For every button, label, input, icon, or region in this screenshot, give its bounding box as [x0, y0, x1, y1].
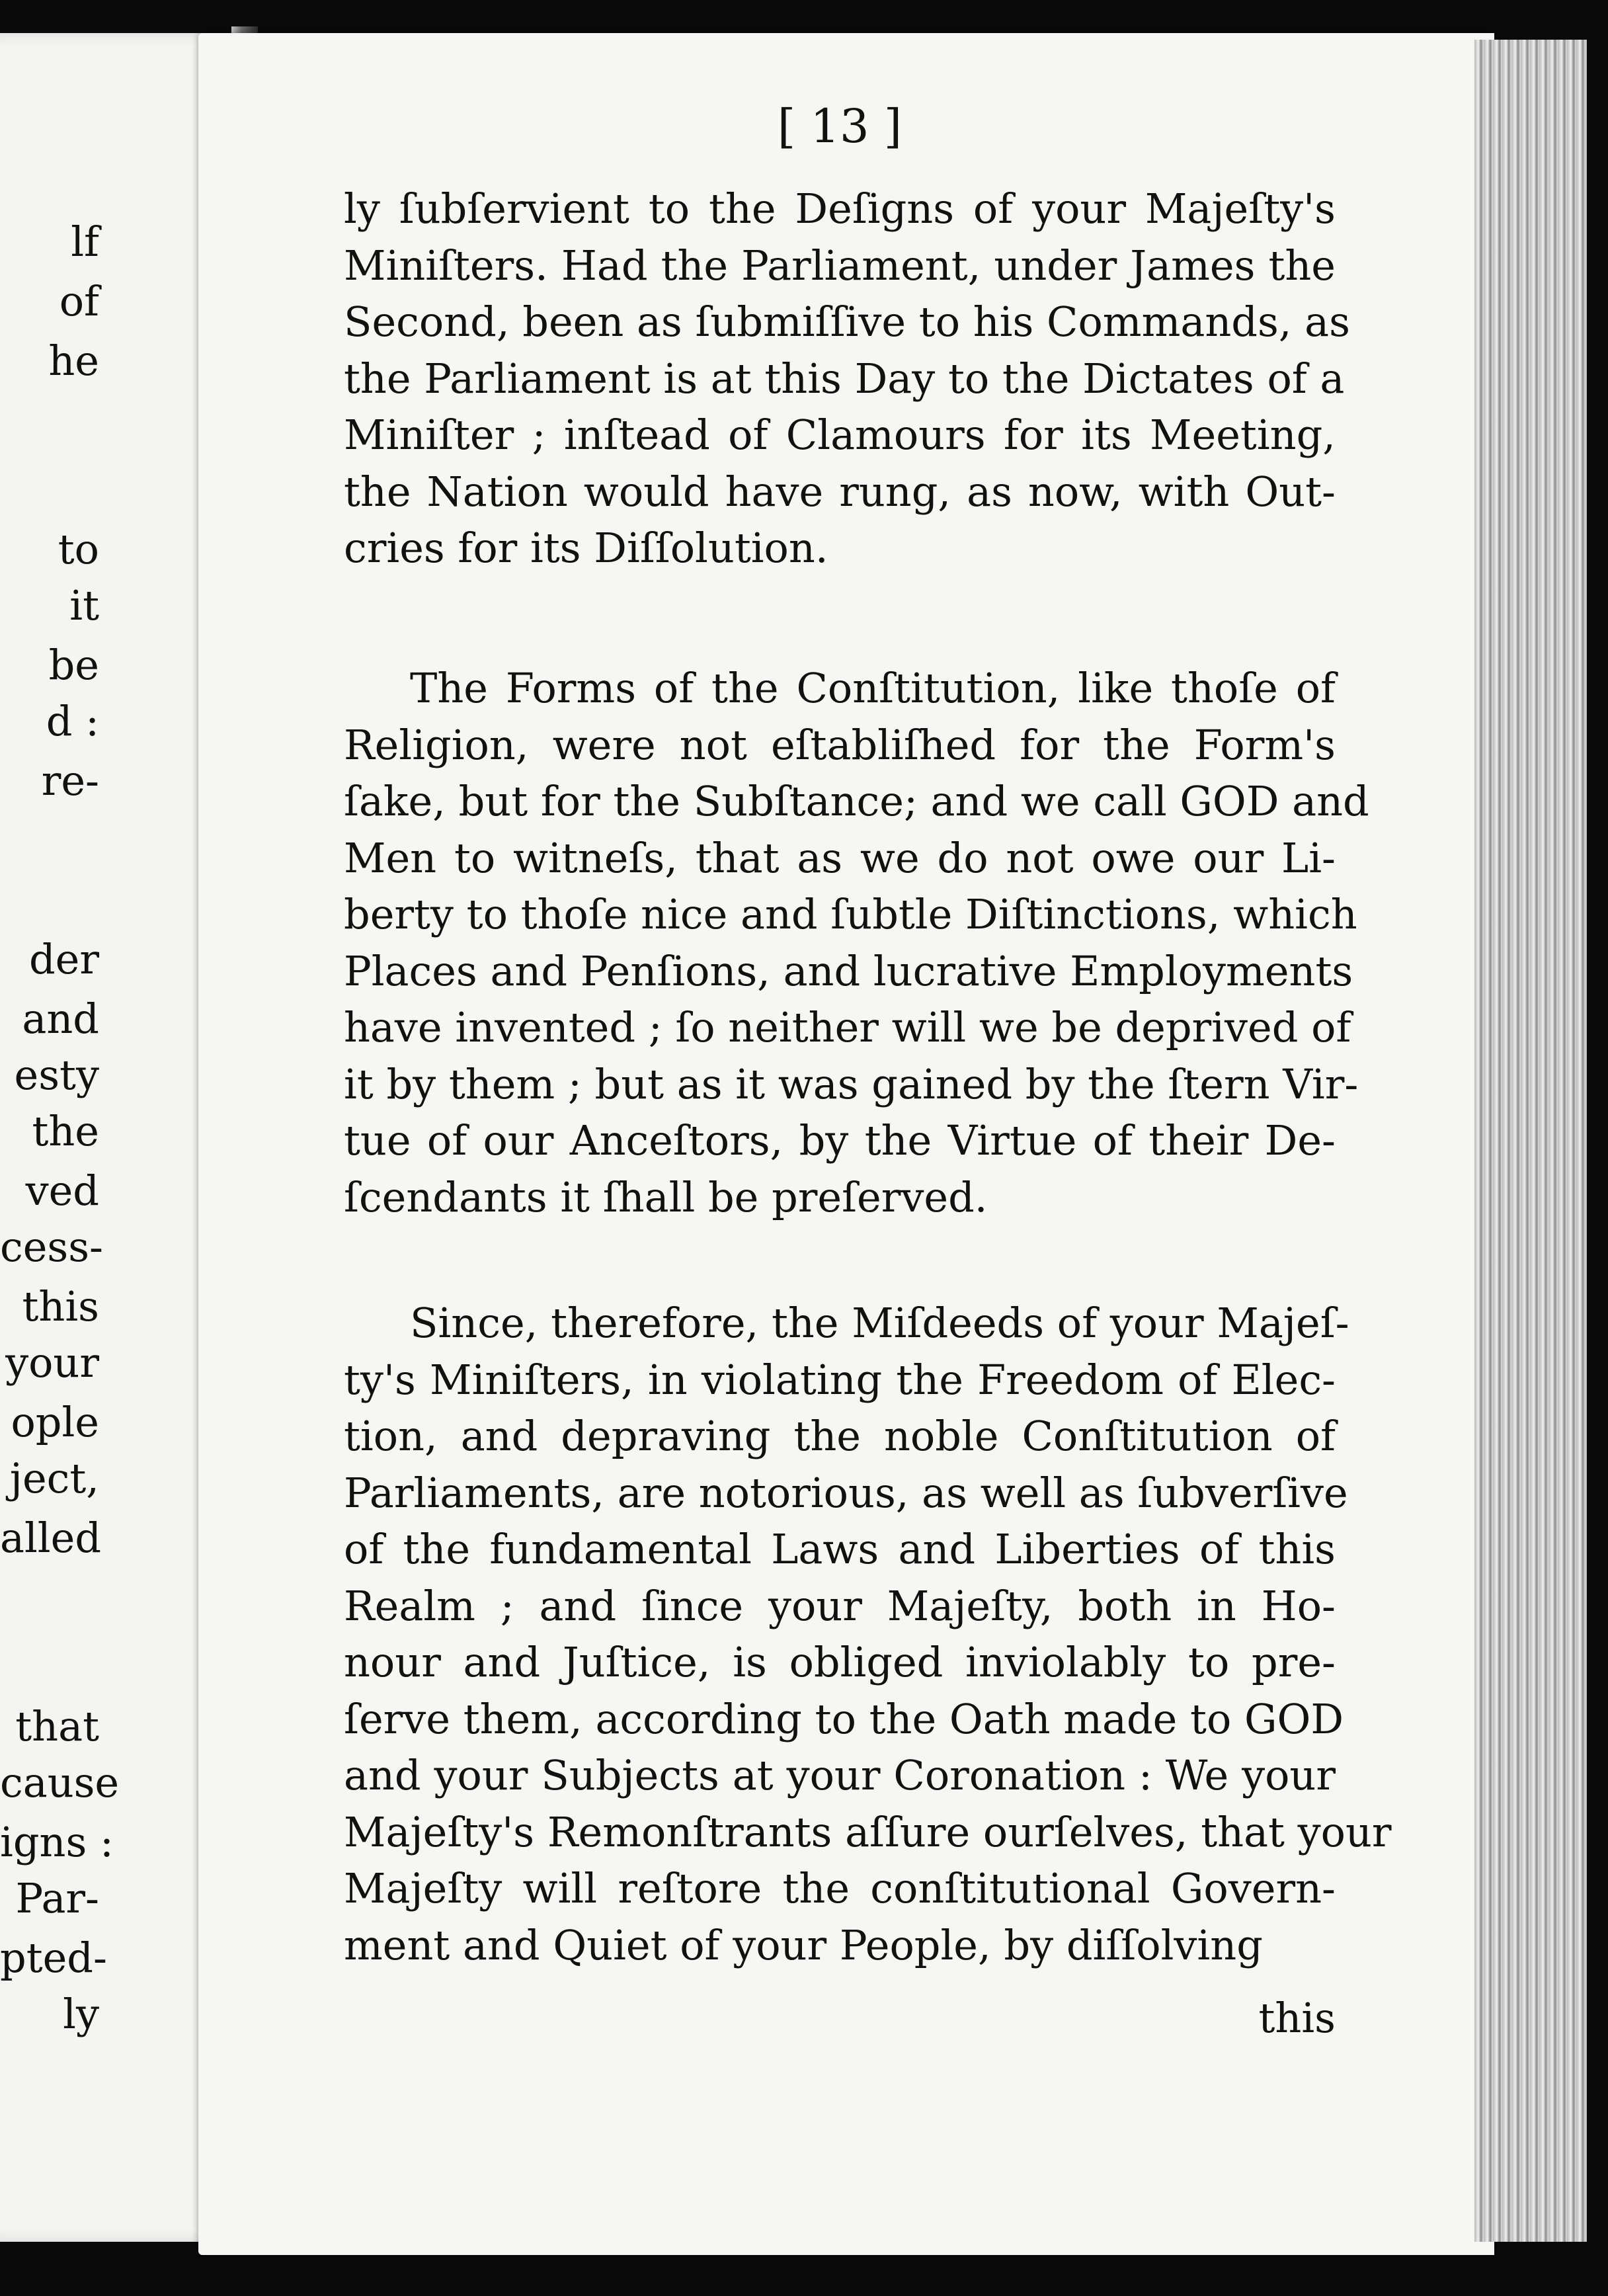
left-page-fragment: pted-	[0, 1934, 107, 1982]
catchword: this	[1258, 1994, 1336, 2042]
text-line: tion, and depraving the noble Conſtitution of	[344, 1412, 1336, 1460]
text-line: Majeſty's Remonſtrants aſſure ourſelves, that your	[344, 1808, 1392, 1856]
text-line: have invented ; ſo neither will we be deprived of	[344, 1003, 1351, 1051]
text-line: of the fundamental Laws and Liberties of this	[344, 1525, 1336, 1573]
left-page-fragment: your	[5, 1338, 99, 1387]
text-line: Miniſter ; inſtead of Clamours for its Meeting,	[344, 411, 1336, 459]
text-line: the Nation would have rung, as now, with Out-	[344, 468, 1336, 516]
text-line: tue of our Anceſtors, by the Virtue of their De-	[344, 1116, 1336, 1165]
text-line: Places and Penſions, and lucrative Employments	[344, 947, 1353, 995]
left-page-fragment: Par-	[15, 1874, 99, 1922]
text-line: cries for its Diſſolution.	[344, 524, 828, 572]
left-page-fragment: that	[15, 1702, 99, 1750]
text-line: Religion, were not eſtabliſhed for the Form's	[344, 721, 1336, 769]
left-page-fragment: ject,	[9, 1454, 99, 1502]
page-edges	[1474, 40, 1587, 2242]
left-page-fragment: alled	[0, 1514, 102, 1562]
text-line: Since, therefore, the Miſdeeds of your Majeſ-	[410, 1299, 1349, 1347]
left-page-fragment: be	[48, 641, 99, 689]
text-line: Realm ; and ſince your Majeſty, both in Ho-	[344, 1582, 1336, 1630]
text-line: ty's Miniſters, in violating the Freedom of Elec-	[344, 1356, 1336, 1404]
left-page-fragment: cause	[0, 1758, 120, 1807]
page-number-header: [ 13 ]	[777, 99, 903, 153]
left-page-fragment: esty	[14, 1051, 99, 1099]
left-page-fragment: and	[22, 995, 99, 1043]
text-line: Men to witneſs, that as we do not owe our Li-	[344, 834, 1336, 882]
left-page-fragment: igns :	[0, 1818, 114, 1866]
text-line: Parliaments, are notorious, as well as ſubverſive	[344, 1469, 1348, 1517]
text-line: and your Subjects at your Coronation : We your	[344, 1751, 1336, 1799]
text-line: ſake, but for the Subſtance; and we call GOD and	[344, 777, 1369, 825]
text-line: ſerve them, according to the Oath made to GOD	[344, 1695, 1344, 1743]
left-page-fragment: der	[28, 935, 99, 983]
text-line: The Forms of the Conſtitution, like thoſe of	[410, 664, 1336, 712]
left-page-fragment: ople	[11, 1398, 99, 1446]
left-page-fragment: cess-	[0, 1223, 103, 1271]
text-line: the Parliament is at this Day to the Dictates of a	[344, 354, 1345, 403]
left-page-fragment: he	[48, 337, 99, 385]
left-page-fragment: this	[22, 1282, 99, 1331]
left-page-fragment: the	[32, 1107, 99, 1155]
text-line: Miniſters. Had the Parliament, under James the	[344, 241, 1336, 290]
left-page-fragment: ly	[63, 1990, 99, 2038]
left-page-fragment: it	[69, 581, 99, 630]
text-line: berty to thoſe nice and ſubtle Diſtinctions, which	[344, 890, 1357, 938]
text-line: Majeſty will reſtore the conſtitutional Govern-	[344, 1864, 1336, 1912]
left-page-fragment: of	[59, 277, 99, 325]
left-page-fragment: to	[58, 525, 99, 573]
text-line: ſcendants it ſhall be preſerved.	[344, 1173, 988, 1221]
left-page-fragment: d :	[46, 697, 99, 745]
text-line: ly ſubſervient to the Deſigns of your Majeſty's	[344, 184, 1336, 233]
left-page-fragment: ved	[25, 1167, 99, 1215]
text-line: Second, been as ſubmiſſive to his Commands, as	[344, 298, 1350, 346]
text-line: ment and Quiet of your People, by diſſolving	[344, 1921, 1263, 1969]
left-page-fragment: lf	[71, 218, 99, 266]
left-page-fragment: re-	[41, 757, 99, 805]
text-line: nour and Juſtice, is obliged inviolably to pre-	[344, 1638, 1336, 1686]
text-line: it by them ; but as it was gained by the ſtern Vir-	[344, 1060, 1359, 1108]
